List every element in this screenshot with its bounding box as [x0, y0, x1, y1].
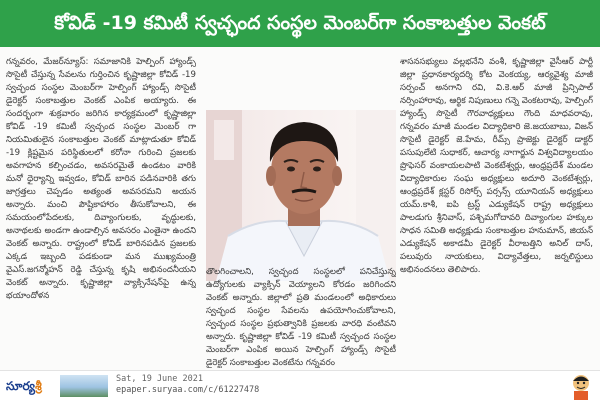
edition-date: Sat, 19 June 2021 [116, 374, 203, 384]
epaper-footer [0, 370, 600, 401]
newspaper-logo [6, 379, 42, 396]
person-photo [206, 110, 396, 281]
masthead-image [60, 375, 108, 397]
newspaper-logo-text: సూర్య [6, 379, 36, 393]
newspaper-logo-accent: శ్రీ [35, 379, 42, 393]
article-body [0, 47, 600, 370]
article-column-left: గన్నవరం, మేజర్‌న్యూస్: సమాజానికి హెల్పింగ్ హ్యాండ్స్ సొసైటీ చేస్తున్న సేవలను గుర్తించిన కృష్ణాజిల్లా కోవిడ్ -19 స్వచ్ఛంద సంస్థల మెంబర్‌గా హెల్పింగ్ హ్యాండ్స్ సొసైటీ డైరెక్టర్ సంకాబత్తుల వెంకట్ ఎంపిక అయ్యారు. ఈ సందర్భంగా శుక్రవారం జరిగిన కార్యక్రమంలో కృష్ణాజిల్లా కోవిడ్ -19 కమిటీ స్వచ్ఛంద సంస్థల మెంబర్ గా నియమితులైన సంకాబత్తుల వెంకట్ మాట్లాడుతూ కోవిడ్ -19 క్లిష్టమైన పరిస్థితులలో కరోనా గురించి ప్రజలకు అవగాహన కల్పించడం, అవసరమైతే ఉండటం వారికి మనో ధైర్యాన్ని ఇవ్వడం, కోవిడ్ బారిన పడినవారికి తగు జాగ్రత్తలు చెప్పడం అత్యంత అవసరమని అయన అన్నారు. మంచి పౌష్టికాహారం తీసుకోవాలని, ఈ సమయంలోపేదలకు, దివ్యాంగులకు, వృద్ధులకు, అనాథలకు అండగా ఉండాల్సిన అవసరం ఎంతైనా ఉందని వెంకట్ అన్నారు. రాష్ట్రంలో కోవిడ్ బారినపడిన ప్రజలకు ఎక్కడ ఇబ్బంది పడకుండా మన ముఖ్యమంత్రి వైఎస్.జగన్మోహన్ రెడ్డి చేస్తున్న కృషి అభినందనీయని వెంకట్ అన్నారు. కృష్ణాజిల్లా వ్యాక్సినేషన్‌పై ఉన్న భయాందోళన [6, 57, 196, 301]
article-column-right: శాసనసభ్యులు వల్లభనేని వంశీ, కృష్ణాజిల్లా వైసీఆర్ పార్టీ జిల్లా ప్రధానకార్యదర్శి కోట వెంకయ్య, ఆర్యవైశ్య మాజీ సర్పంచ్ అనగాని రవి, వి.కె.ఆర్ మాజీ ప్రిన్సిపాల్ నర్సింహారావు, ఆర్థిక నిపుణులు గన్నె వెంకటరావు, హెల్పింగ్ హ్యాండ్స్ సొసైటీ గౌరవాధ్యక్షులు గౌంది మాధవరావు, గన్నవరం మాజీ మండల విద్యాధికారి జె.జయబాబు, విజన్ సొసైటీ డైరెక్టర్ జె.హేమ, రీమ్స్ ప్రాజెక్టు డైరెక్టర్ డాక్టర్ పసుపులేటి సుధాకర్, ఆచార్య నాగార్జున విశ్వవిద్యాలయం ప్రొఫెసర్ వంకాయలపాటి వెంకటేశ్వర్లు, ఆంధ్రప్రదేశ్ మండల విద్యాధికారుల సంఘ అధ్యక్షులు అదూరి వెంకటేశ్వర్లు, ఆంధ్రప్రదేశ్ క్లస్టర్ రిసోర్స్ పర్సన్స్ యూనియన్ అధ్యక్షులు యమ్.కాశీ, ఐపి ట్రస్ట్ ఎడ్యుకేషన్ రాష్ట్ర అధ్యక్షులు పాలడుగు శ్రీనివాస్, పశ్చిమగోదావరి దివ్యాంగుల హక్కుల సాధన సమితి అధ్యక్షుడు సంకాబత్తుల హనుమాన్, జియన్ ఎడ్యుకేషన్ అకాడమీ డైరెక్టర్ వీరాబత్తిని అనిల్ దాస్, పలువురు నాయకులు, విద్యావేత్తలు, జర్నలిస్టులు అభినందనలు తెలిపారు. [400, 57, 593, 275]
epaper-link[interactable]: epaper.suryaa.com/c/61227478 [116, 385, 260, 395]
edition-meta [116, 374, 259, 396]
article-headline: కోవిడ్ -19 కమిటీ స్వచ్ఛంద సంస్థల మెంబర్‌గా సంకాబత్తుల వెంకట్ [0, 0, 600, 47]
cartoon-mascot-icon [566, 372, 596, 400]
article-column-middle: తొలగించాలని, స్వచ్ఛంద సంస్థలలో పనిచేస్తున్న ఉద్యోగులకు వ్యాక్సిన్ వెయ్యాలని కోరడం జరిగిందని వెంకట్ అన్నారు. జిల్లాలో ప్రతి మండలంలో అధికారులు స్వచ్ఛంద సంస్థల సేవలను ఉపయోగించుకోవాలని, స్వచ్ఛంద సంస్థల ప్రభుత్వానికి ప్రజలకు వారధి వంటివని అన్నారు. కృష్ణాజిల్లా కోవిడ్ -19 కమిటీ స్వచ్ఛంద సంస్థల మెంబర్‌గా ఎంపిక అయిన హెల్పింగ్ హ్యాండ్స్ సొసైటీ డైరెక్టర్ సంకాబత్తుల వెంకటేను గన్నవరం [206, 267, 396, 368]
